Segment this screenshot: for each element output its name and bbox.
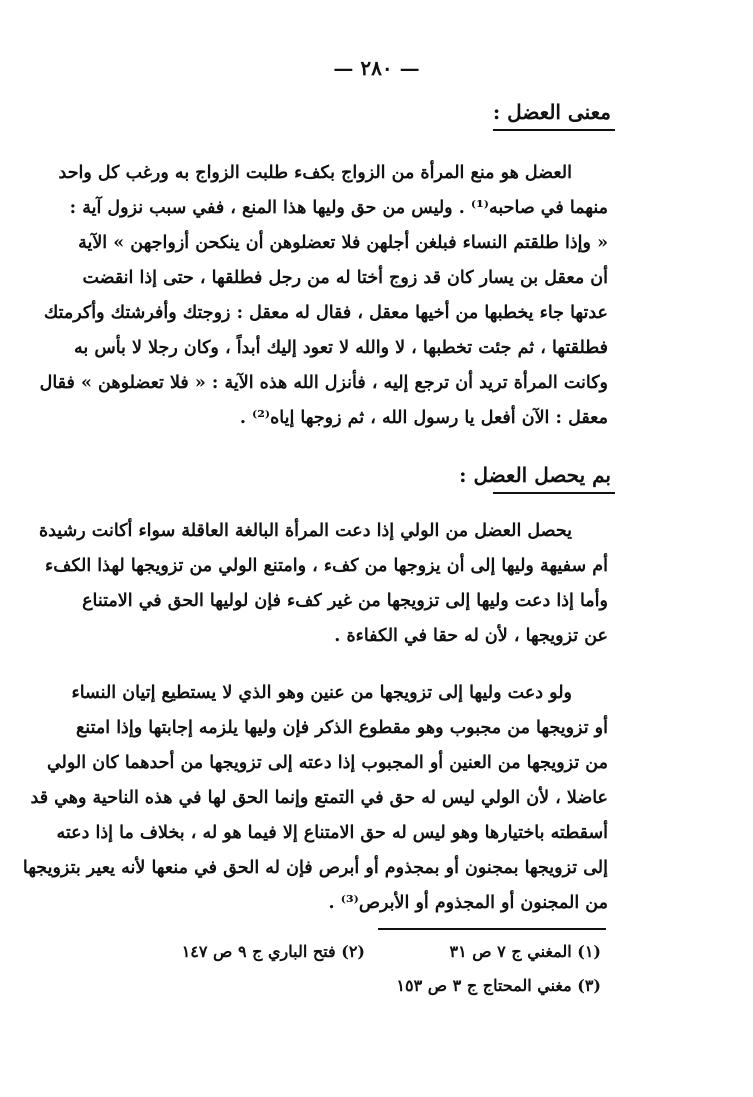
text-line: عدتها جاء يخطبها من أخيها معقل ، فقال له معقل : زوجتك وأفرشتك وأكرمتك xyxy=(43,303,608,323)
text-line: من تزويجها من العنين أو المجبوب إذا دعته إلى تزويجها من أحدهما كان الولي xyxy=(46,753,608,773)
paragraph-meaning xyxy=(39,156,608,436)
paragraph-how-1 xyxy=(38,514,608,654)
text-line: إلى تزويجها بمجنون أو بمجذوم أو أبرص فإن له الحق في منعها لأنه يعير بتزويجها xyxy=(22,858,608,878)
text-line: عاضلا ، لأن الولي ليس له حق في التمتع وإنما الحق لها في هذه الناحية وهي قد xyxy=(30,788,608,808)
section-heading-meaning-text: معنى العضل : xyxy=(492,100,611,124)
text-line: أو تزويجها من مجبوب وهو مقطوع الذكر فإن وليها يلزمه إجابتها وإذا امتنع xyxy=(75,718,608,738)
footnote-2: (٢) فتح الباري ج ٩ ص ١٤٧ xyxy=(181,942,365,961)
text-line: أم سفيهة وليها إلى أن يزوجها من كفء ، وامتنع الولي من تزويجها لهذا الكفء xyxy=(44,556,608,576)
text-line: العضل هو منع المرأة من الزواج بكفء طلبت الزواج به ورغب كل واحد xyxy=(58,163,572,183)
section-heading-how-text: بم يحصل العضل : xyxy=(459,463,611,487)
text-line: أسقطته باختيارها وهو ليس له حق الامتناع إلا فيما هو له ، بخلاف ما إذا دعته xyxy=(56,823,608,843)
text-line: « وإذا طلقتم النساء فبلغن أجلهن فلا تعضلوهن أن ينكحن أزواجهن » الآية xyxy=(78,233,608,253)
footnote-3: (٣) مغني المحتاج ج ٣ ص ١٥٣ xyxy=(396,976,601,995)
paragraph-how-2 xyxy=(22,676,608,921)
text-line: يحصل العضل من الولي إذا دعت المرأة البالغة العاقلة سواء أكانت رشيدة xyxy=(38,521,572,541)
section-heading-how xyxy=(459,463,611,492)
page-number: — ٢٨٠ — xyxy=(333,56,420,80)
footnote-1: (١) المغني ج ٧ ص ٣١ xyxy=(449,942,601,961)
text-line: أن معقل بن يسار كان قد زوج أختا له من رجل فطلقها ، حتى إذا انقضت xyxy=(82,268,608,288)
heading-underline xyxy=(493,492,615,494)
text-line: منهما في صاحبه⁽¹⁾ . وليس من حق وليها هذا المنع ، ففي سبب نزول آية : xyxy=(69,198,608,218)
text-line: فطلقتها ، ثم جئت تخطبها ، لا والله لا تعود إليك أبداً ، وكان رجلا لا بأس به xyxy=(74,338,608,358)
text-line: عن تزويجها ، لأن له حقا في الكفاءة . xyxy=(334,626,608,646)
section-heading-meaning xyxy=(493,100,611,129)
text-line: وأما إذا دعت وليها إلى تزويجها من غير كفء فإن لوليها الحق في الامتناع xyxy=(82,591,608,611)
text-line: معقل : الآن أفعل يا رسول الله ، ثم زوجها إياه⁽²⁾ . xyxy=(239,408,608,428)
text-line: وكانت المرأة تريد أن ترجع إليه ، فأنزل الله هذه الآية : « فلا تعضلوهن » فقال xyxy=(39,373,608,393)
footnote-divider xyxy=(378,928,606,930)
text-line: من المجنون أو المجذوم أو الأبرص⁽³⁾ . xyxy=(328,893,608,913)
heading-underline xyxy=(493,129,615,131)
text-line: ولو دعت وليها إلى تزويجها من عنين وهو الذي لا يستطيع إتيان النساء xyxy=(71,683,572,703)
